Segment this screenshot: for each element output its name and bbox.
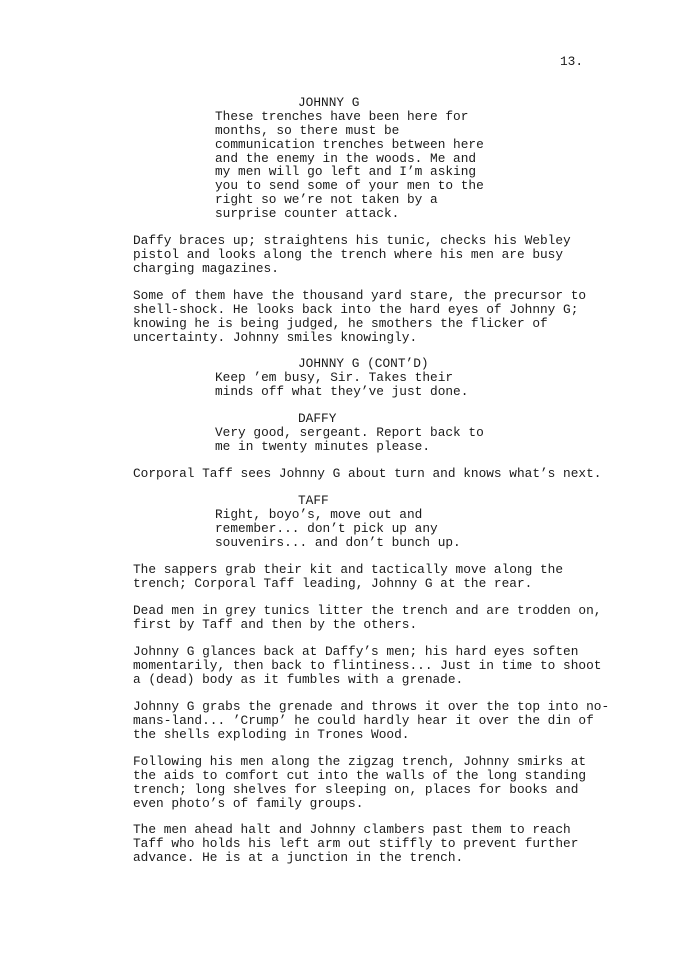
character-cue: JOHNNY G (CONT’D) bbox=[298, 356, 429, 371]
action: Johnny G glances back at Daffy’s men; his hard eyes soften momentarily, then back to flintiness... Just in time to shoot a (dead) body as it fumbles with a grenade. bbox=[133, 644, 602, 687]
dialogue: These trenches have been here for months, so there must be communication trenches between here and the enemy in the woods. Me and my men will go left and I’m asking you to send some of your men to the right so we’re not taken by a surprise counter attack. bbox=[215, 109, 484, 221]
character-cue: TAFF bbox=[298, 493, 329, 508]
dialogue: Keep ’em busy, Sir. Takes their minds off what they’ve just done. bbox=[215, 370, 469, 399]
dialogue: Right, boyo’s, move out and remember... don’t pick up any souvenirs... and don’t bunch up. bbox=[215, 507, 461, 550]
dialogue: Very good, sergeant. Report back to me in twenty minutes please. bbox=[215, 425, 484, 454]
page-number: 13. bbox=[560, 54, 584, 69]
action: Daffy braces up; straightens his tunic, checks his Webley pistol and looks along the trench where his men are busy charging magazines. bbox=[133, 233, 571, 276]
action: The sappers grab their kit and tactically move along the trench; Corporal Taff leading, Johnny G at the rear. bbox=[133, 562, 564, 591]
action: Some of them have the thousand yard stare, the precursor to shell-shock. He looks back into the hard eyes of Johnny G; knowing he is being judged, he smothers the flicker of uncertainty. Johnny smiles knowingly. bbox=[133, 288, 587, 345]
action: The men ahead halt and Johnny clambers past them to reach Taff who holds his left arm out stiffly to prevent further advance. He is at a junction in the trench. bbox=[133, 822, 579, 865]
character-cue: JOHNNY G bbox=[298, 95, 360, 110]
action: Johnny G grabs the grenade and throws it over the top into no- mans-land... ’Crump’ he could hardly hear it over the din of the shells exploding in Trones Wood. bbox=[133, 699, 610, 742]
action: Corporal Taff sees Johnny G about turn and knows what’s next. bbox=[133, 466, 602, 481]
action: Following his men along the zigzag trench, Johnny smirks at the aids to comfort cut into the walls of the long standing trench; long shelves for sleeping on, places for books and even photo’s of family groups. bbox=[133, 754, 587, 811]
character-cue: DAFFY bbox=[298, 411, 337, 426]
action: Dead men in grey tunics litter the trench and are trodden on, first by Taff and then by the others. bbox=[133, 603, 602, 632]
